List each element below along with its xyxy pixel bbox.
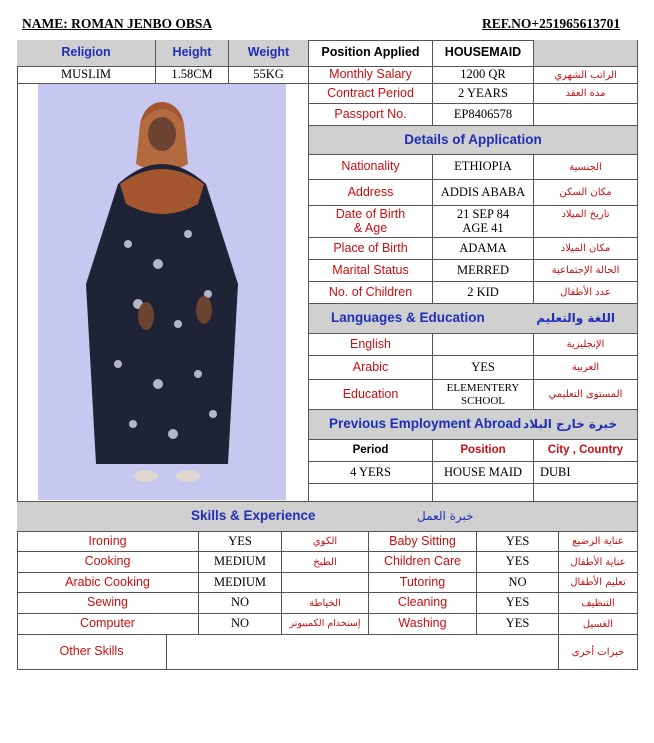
arabic-value: YES bbox=[433, 356, 534, 380]
skill-cooking-label: Cooking bbox=[17, 552, 199, 573]
skill-babysitting-label: Baby Sitting bbox=[369, 532, 477, 552]
address-label: Address bbox=[309, 180, 433, 206]
skill-babysitting-value: YES bbox=[477, 532, 559, 552]
position-applied-label: Position Applied bbox=[309, 40, 433, 67]
position-label: Position bbox=[433, 440, 534, 462]
children-label: No. of Children bbox=[309, 282, 433, 304]
skill-cleaning-arabic: التنظيف bbox=[559, 593, 638, 614]
birthplace-value: ADAMA bbox=[433, 238, 534, 260]
skill-childcare-label: Children Care bbox=[369, 552, 477, 573]
other-skills-label: Other Skills bbox=[17, 635, 167, 670]
weight-value: 55KG bbox=[229, 67, 309, 84]
skills-header bbox=[17, 502, 638, 532]
skill-ironing-value: YES bbox=[199, 532, 282, 552]
passport-value: EP8406578 bbox=[433, 104, 534, 126]
contract-label: Contract Period bbox=[309, 84, 433, 104]
skills-title: Skills & Experience bbox=[191, 508, 316, 524]
period-label: Period bbox=[309, 440, 433, 462]
arabic-arabic: العربية bbox=[534, 356, 638, 380]
english-arabic: الإنجليزية bbox=[534, 334, 638, 356]
person-figure bbox=[38, 84, 286, 500]
city-country-label: City , Country bbox=[534, 440, 638, 462]
height-value: 1.58CM bbox=[156, 67, 229, 84]
passport-blank bbox=[534, 104, 638, 126]
salary-label: Monthly Salary bbox=[309, 67, 433, 84]
skill-cooking-value: MEDIUM bbox=[199, 552, 282, 573]
details-header: Details of Application bbox=[309, 126, 638, 155]
employment-header bbox=[309, 410, 638, 440]
birthplace-arabic: مكان الميلاد bbox=[534, 238, 638, 260]
employment-position-value: HOUSE MAID bbox=[433, 462, 534, 484]
skill-computer-label: Computer bbox=[17, 614, 199, 635]
employment-blank-2 bbox=[433, 484, 534, 502]
skills-title-arabic: خبرة العمل bbox=[417, 508, 474, 523]
skill-computer-arabic: إستخدام الكمبيوتر bbox=[282, 614, 369, 635]
skill-sewing-arabic: الخياطة bbox=[282, 593, 369, 614]
skill-ironing-arabic: الكوي bbox=[282, 532, 369, 552]
skill-sewing-value: NO bbox=[199, 593, 282, 614]
english-label: English bbox=[309, 334, 433, 356]
contract-value: 2 YEARS bbox=[433, 84, 534, 104]
skill-computer-value: NO bbox=[199, 614, 282, 635]
address-value: ADDIS ABABA bbox=[433, 180, 534, 206]
employment-title: Previous Employment Abroad bbox=[329, 416, 522, 432]
skill-childcare-arabic: عناية الأطفال bbox=[559, 552, 638, 573]
skill-arabic-cooking-label: Arabic Cooking bbox=[17, 573, 199, 593]
reference-number: REF.NO+251965613701 bbox=[482, 16, 621, 31]
city-value: DUBI bbox=[534, 462, 638, 484]
other-skills-value bbox=[167, 635, 559, 670]
period-value: 4 YERS bbox=[309, 462, 433, 484]
skill-cleaning-label: Cleaning bbox=[369, 593, 477, 614]
english-value bbox=[433, 334, 534, 356]
skill-arabic-cooking-value: MEDIUM bbox=[199, 573, 282, 593]
children-arabic: عدد الأطفال bbox=[534, 282, 638, 304]
passport-label: Passport No. bbox=[309, 104, 433, 126]
birthplace-label: Place of Birth bbox=[309, 238, 433, 260]
contract-arabic: مدة العقد bbox=[534, 84, 638, 104]
education-label: Education bbox=[309, 380, 433, 410]
arabic-label: Arabic bbox=[309, 356, 433, 380]
religion-label: Religion bbox=[17, 40, 156, 67]
skill-washing-arabic: الغسيل bbox=[559, 614, 638, 635]
salary-arabic: الراتب الشهري bbox=[534, 67, 638, 84]
nationality-label: Nationality bbox=[309, 155, 433, 180]
marital-arabic: الحالة الإجتماعية bbox=[534, 260, 638, 282]
education-value: ELEMENTERY SCHOOL bbox=[433, 380, 534, 410]
nationality-arabic: الجنسية bbox=[534, 155, 638, 180]
marital-label: Marital Status bbox=[309, 260, 433, 282]
skill-arabic-cooking-arabic bbox=[282, 573, 369, 593]
candidate-photo bbox=[38, 84, 286, 500]
dob-label: Date of Birth & Age bbox=[309, 206, 433, 238]
salary-value: 1200 QR bbox=[433, 67, 534, 84]
religion-value: MUSLIM bbox=[17, 67, 156, 84]
skill-cooking-arabic: الطبخ bbox=[282, 552, 369, 573]
skill-tutoring-label: Tutoring bbox=[369, 573, 477, 593]
marital-value: MERRED bbox=[433, 260, 534, 282]
height-label: Height bbox=[156, 40, 229, 67]
children-value: 2 KID bbox=[433, 282, 534, 304]
skill-childcare-value: YES bbox=[477, 552, 559, 573]
skill-babysitting-arabic: عناية الرضيع bbox=[559, 532, 638, 552]
address-arabic: مكان السكن bbox=[534, 180, 638, 206]
languages-title-arabic: اللغة والتعليم bbox=[536, 310, 615, 325]
skill-tutoring-value: NO bbox=[477, 573, 559, 593]
employment-title-arabic: خبرة خارج البلاد bbox=[523, 416, 617, 431]
position-applied-value: HOUSEMAID bbox=[433, 40, 534, 67]
other-skills-arabic: خبرات أخرى bbox=[559, 635, 638, 670]
skill-sewing-label: Sewing bbox=[17, 593, 199, 614]
nationality-value: ETHIOPIA bbox=[433, 155, 534, 180]
languages-title: Languages & Education bbox=[331, 310, 485, 326]
employment-blank-3 bbox=[534, 484, 638, 502]
dob-value: 21 SEP 84 AGE 41 bbox=[433, 206, 534, 238]
dob-arabic: تاريخ الميلاد bbox=[534, 206, 638, 238]
skill-ironing-label: Ironing bbox=[17, 532, 199, 552]
skill-cleaning-value: YES bbox=[477, 593, 559, 614]
skill-washing-label: Washing bbox=[369, 614, 477, 635]
languages-header bbox=[309, 304, 638, 334]
skill-tutoring-arabic: تعليم الأطفال bbox=[559, 573, 638, 593]
position-blank bbox=[534, 40, 638, 67]
candidate-name: NAME: ROMAN JENBO OBSA bbox=[22, 16, 213, 31]
employment-blank-1 bbox=[309, 484, 433, 502]
skill-washing-value: YES bbox=[477, 614, 559, 635]
weight-label: Weight bbox=[229, 40, 309, 67]
education-arabic: المستوى التعليمي bbox=[534, 380, 638, 410]
